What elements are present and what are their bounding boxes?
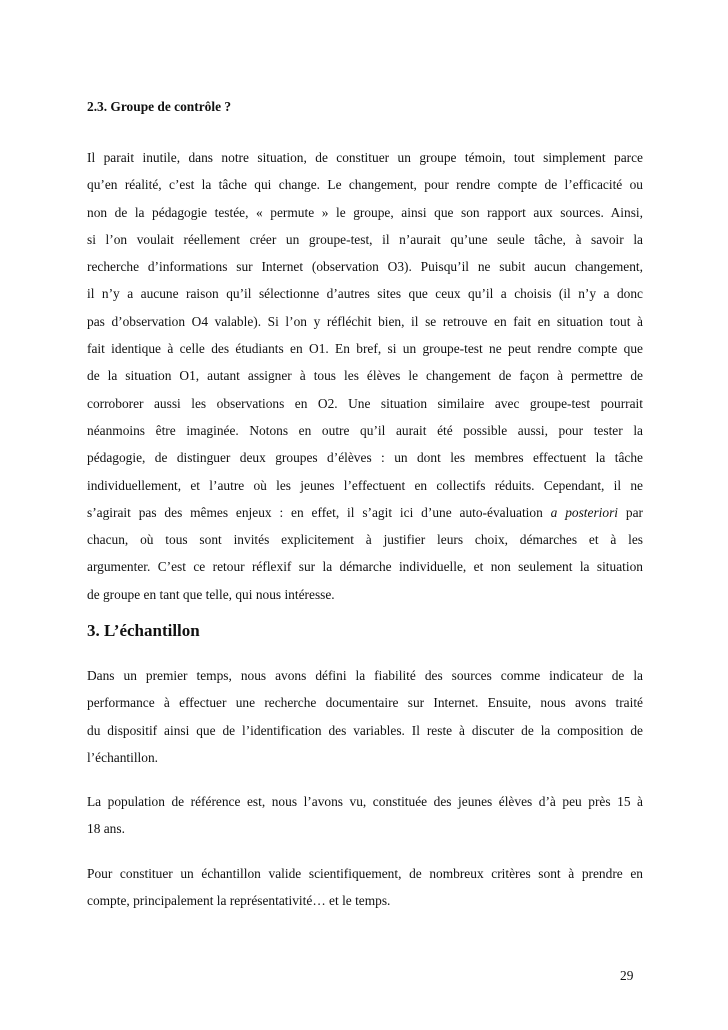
paragraph-line: fait identique à celle des étudiants en O1. En bref, si un groupe-test ne peut rendre compte que — [87, 341, 643, 357]
paragraph-line: Pour constituer un échantillon valide scientifiquement, de nombreux critères sont à prendre en — [87, 866, 643, 881]
paragraph-line: Dans un premier temps, nous avons défini la fiabilité des sources comme indicateur de la — [87, 668, 643, 683]
paragraph-line: corroborer aussi les observations en O2. Une situation similaire avec groupe-test pourrait — [87, 395, 643, 411]
paragraph-line: individuellement, et l’autre où les jeunes l’effectuent en collectifs réduits. Cependant, il ne — [87, 477, 643, 493]
paragraph-line: chacun, où tous sont invités explicitement à justifier leurs choix, démarches et à les — [87, 532, 643, 548]
paragraph-line: compte, principalement la représentativité… et le temps. — [87, 893, 391, 909]
paragraph-line: du dispositif ainsi que de l’identification des variables. Il reste à discuter de la composition de — [87, 722, 643, 738]
paragraph-line-with-italic — [87, 499, 643, 526]
section-3-heading: 3. L’échantillon — [87, 621, 200, 640]
section-3-paragraph-2 — [87, 788, 643, 843]
section-3-paragraph-3 — [87, 860, 643, 915]
paragraph-line: de la situation O1, autant assigner à tous les élèves le changement de façon à permettre de — [87, 368, 643, 384]
paragraph-line: La population de référence est, nous l’avons vu, constituée des jeunes élèves d’à peu près 15 à — [87, 794, 643, 809]
paragraph-line: il n’y a aucune raison qu’il sélectionne d’autres sites que ceux qu’il a choisis (il n’y a donc — [87, 286, 643, 302]
paragraph-line: pédagogie, de distinguer deux groupes d’élèves : un dont les membres effectuent la tâche — [87, 450, 643, 466]
paragraph-line: recherche d’informations sur Internet (observation O3). Puisqu’il ne subit aucun changement, — [87, 259, 643, 275]
paragraph-line: 18 ans. — [87, 821, 125, 837]
paragraph-line: qu’en réalité, c’est la tâche qui change. Le changement, pour rendre compte de l’efficacité ou — [87, 177, 643, 193]
paragraph-line: néanmoins être imaginée. Notons en outre qu’il aurait été possible aussi, pour tester la — [87, 422, 643, 438]
paragraph-line: non de la pédagogie testée, « permute » le groupe, ainsi que son rapport aux sources. Ainsi, — [87, 204, 643, 220]
paragraph-line: argumenter. C’est ce retour réflexif sur la démarche individuelle, et non seulement la situation — [87, 559, 643, 575]
paragraph-line: l’échantillon. — [87, 749, 159, 765]
section-2-3-paragraph — [87, 144, 643, 608]
paragraph-line: Il parait inutile, dans notre situation, de constituer un groupe témoin, tout simplement parce — [87, 150, 643, 165]
paragraph-line: pas d’observation O4 valable). Si l’on y réfléchit bien, il se retrouve en fait en situation tout à — [87, 313, 643, 329]
page-number: 29 — [620, 968, 634, 983]
paragraph-line: de groupe en tant que telle, qui nous intéresse. — [87, 586, 335, 602]
section-3-paragraph-1 — [87, 662, 643, 771]
italic-term: a posteriori — [550, 504, 619, 520]
line-text-after: par — [618, 504, 643, 520]
paragraph-line: performance à effectuer une recherche documentaire sur Internet. Ensuite, nous avons traité — [87, 695, 643, 711]
paragraph-line: si l’on voulait réellement créer un groupe-test, il n’aurait qu’une seule tâche, à savoir la — [87, 231, 643, 247]
section-2-3-heading: 2.3. Groupe de contrôle ? — [87, 99, 232, 114]
line-text-before: s’agirait pas des mêmes enjeux : en effet, il s’agit ici d’une auto-évaluation — [87, 504, 551, 520]
